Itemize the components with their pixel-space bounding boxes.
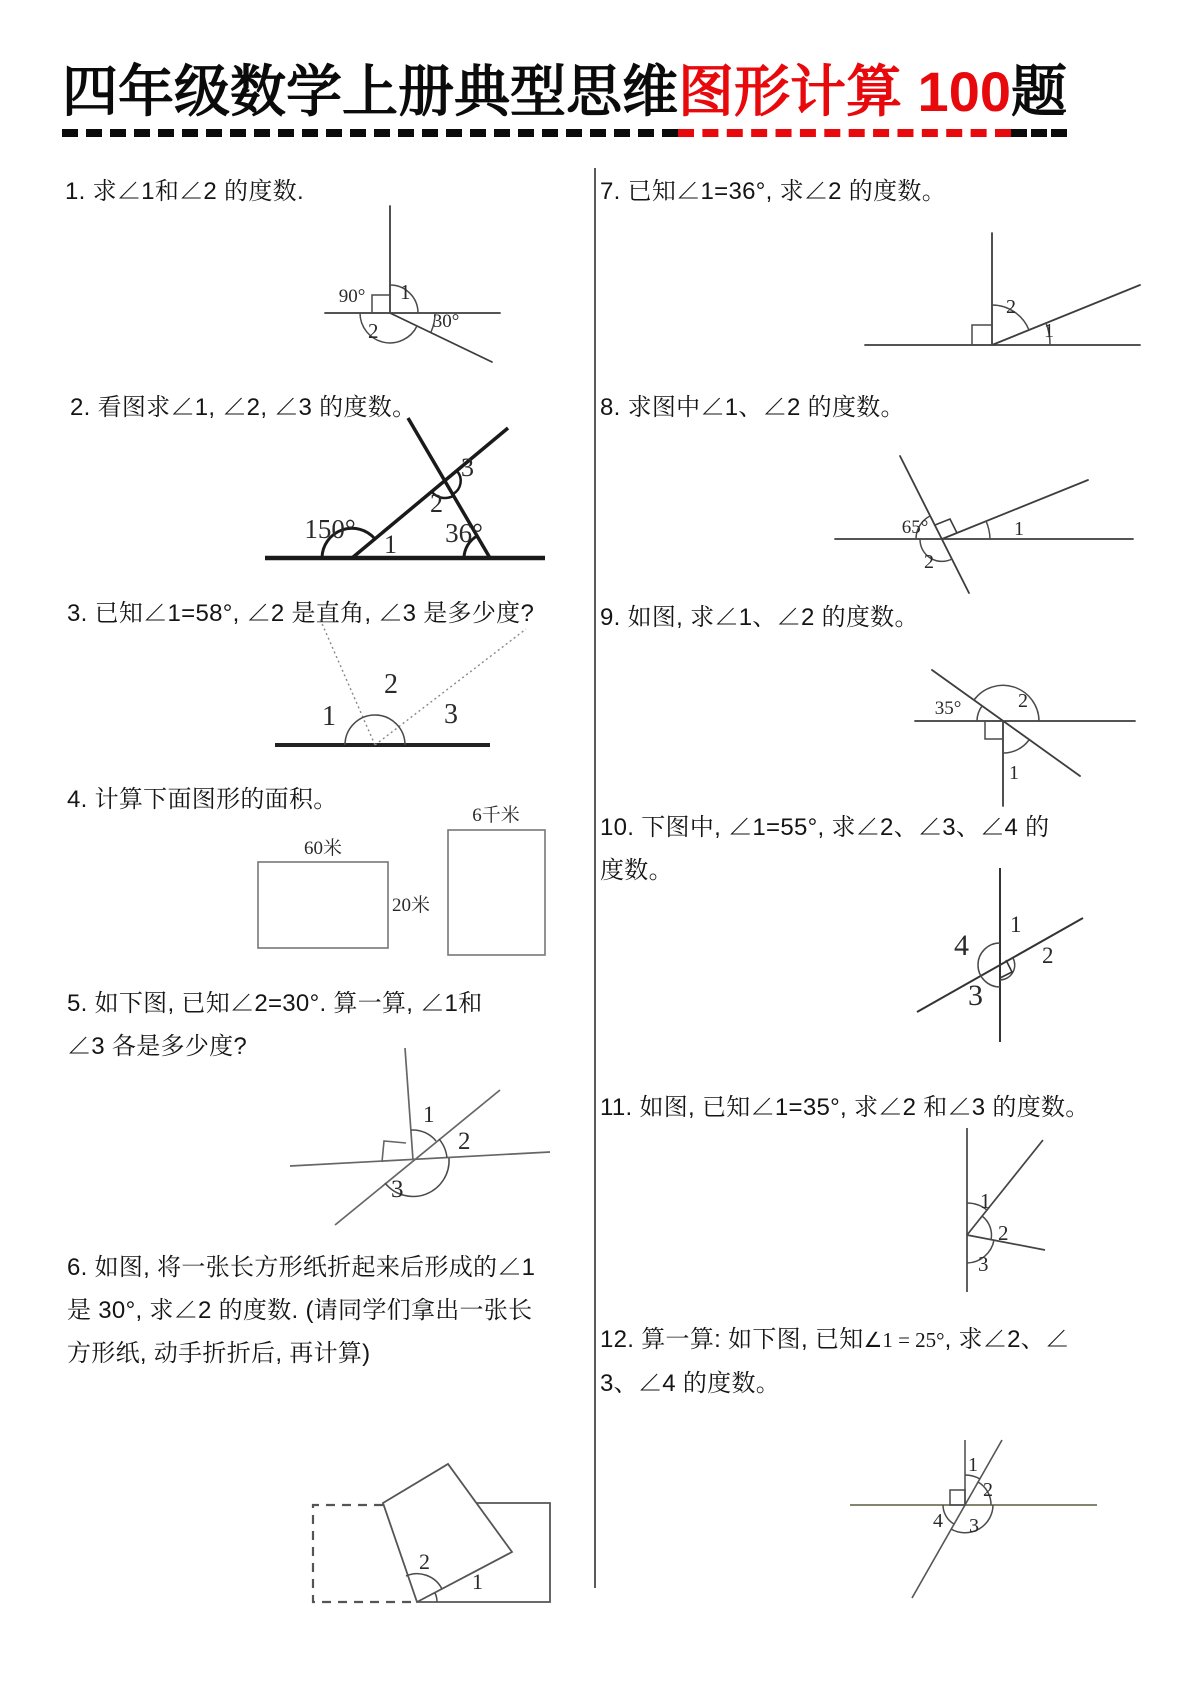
problem-12-formula: ∠1 = 25° [863,1328,945,1352]
angle-label-1: 1 [1010,912,1022,937]
dimension-label-20m: 20米 [392,895,431,916]
diagram-problem-10 [912,862,1137,1052]
angle-label-2: 2 [458,1128,471,1155]
angle-label-1: 1 [322,701,336,732]
angle-arc [1003,740,1029,753]
title-text-red-highlight: 图形计算 100 [678,60,1011,137]
angle-label-2: 2 [384,669,398,700]
diagram-problem-5 [278,1042,563,1237]
angle-label-2: 2 [430,489,443,518]
angle-label-1: 1 [1009,762,1019,784]
angle-label-36: 36° [445,518,483,548]
dimension-label-6km: 6千米 [472,805,520,826]
diagram-problem-12 [828,1428,1123,1628]
page-title [62,60,1067,137]
angle-arc [439,1139,447,1158]
angle-label-1: 1 [980,1189,991,1213]
problem-5-line-1: 5. 如下图, 已知∠2=30°. 算一算, ∠1和 [67,990,483,1017]
angle-label-1: 1 [423,1102,435,1127]
diagram-problem-3 [262,615,557,765]
vertical-line [405,1048,413,1160]
problem-2-line-1: 2. 看图求∠1, ∠2, ∠3 的度数。 [70,394,417,421]
problem-7-line-1: 7. 已知∠1=36°, 求∠2 的度数。 [600,178,946,205]
problem-6-line-2: 是 30°, 求∠2 的度数. (请同学们拿出一张长 [67,1297,533,1324]
diagram-problem-4 [250,800,560,965]
angle-label-3: 3 [391,1176,404,1203]
angle-arc [977,706,982,721]
diagonal-line [335,1090,500,1225]
angle-label-2: 2 [924,551,934,573]
right-angle-mark [972,325,992,345]
angle-label-2: 2 [998,1221,1009,1245]
problem-1-text [65,170,304,213]
angle-label-4: 4 [933,1510,943,1532]
title-text-suffix: 题 [1011,60,1067,137]
problem-11-line-1: 11. 如图, 已知∠1=35°, 求∠2 和∠3 的度数。 [600,1094,1090,1121]
horizontal-line [290,1152,550,1166]
problem-4-line-1: 4. 计算下面图形的面积。 [67,786,338,813]
rectangle-shape [258,862,388,948]
angle-arc [974,685,1039,721]
angle-label-1: 1 [1044,320,1054,342]
diagram-problem-11 [898,1122,1103,1297]
angle-arc [943,1505,954,1524]
problem-9-text [600,596,919,639]
problem-6-text [67,1246,535,1375]
title-text-black: 四年级数学上册典型思维 [62,60,678,137]
angle-label-3: 3 [461,453,474,482]
right-angle-mark [372,295,390,313]
angle-arc [345,715,405,745]
angle-label-3: 3 [968,979,983,1012]
angle-label-3: 3 [444,699,458,730]
angle-arc [986,521,990,539]
angle-label-2: 2 [1042,943,1054,968]
angle-arc [982,1216,992,1240]
problem-12-text [600,1318,1069,1405]
angle-label-2: 2 [419,1549,430,1574]
angle-label-1: 1 [968,1454,978,1476]
angle-label-30: 30° [432,311,460,332]
angle-label-2: 2 [983,1479,993,1501]
folded-flap [383,1464,512,1602]
angle-label-35: 35° [934,698,962,719]
problem-8-text [600,386,905,429]
angle-label-2: 2 [1006,296,1016,318]
diagram-problem-2 [258,410,553,570]
problem-1-line-1: 1. 求∠1和∠2 的度数. [65,178,304,205]
right-angle-mark [950,1490,965,1505]
diagram-problem-8 [828,442,1140,597]
problem-8-line-1: 8. 求图中∠1、∠2 的度数。 [600,394,905,421]
problem-9-line-1: 9. 如图, 求∠1、∠2 的度数。 [600,604,919,631]
column-divider [594,168,596,1588]
problem-6-line-3: 方形纸, 动手折折后, 再计算) [67,1340,371,1367]
angle-label-1: 1 [1014,518,1024,540]
problem-6-line-1: 6. 如图, 将一张长方形纸折起来后形成的∠1 [67,1254,536,1281]
problem-10-line-2: 度数。 [600,857,673,884]
angle-label-3: 3 [978,1252,989,1276]
angle-label-65: 65° [901,517,929,538]
problem-12-line-2: 3、∠4 的度数。 [600,1370,781,1397]
problem-12-post: , 求∠2、∠ [944,1326,1070,1353]
angle-arc [435,1593,437,1602]
right-angle-mark [382,1141,406,1162]
problem-7-text [600,170,946,213]
angle-arc [411,1130,436,1141]
angle-label-1: 1 [400,280,411,304]
diagram-problem-1 [300,200,560,380]
angle-label-1: 1 [384,530,397,559]
angle-label-4: 4 [954,929,969,962]
right-angle-mark [985,721,1003,739]
diagram-problem-7 [858,222,1153,362]
angle-label-150: 150° [304,514,356,544]
diagram-problem-9 [898,638,1153,818]
diagram-problem-6 [288,1452,563,1617]
problem-12-pre: 12. 算一算: 如下图, 已知 [600,1326,864,1353]
angle-label-1: 1 [472,1569,483,1594]
rectangle-shape [448,830,545,955]
angle-label-3: 3 [969,1515,979,1537]
problem-5-line-2: ∠3 各是多少度? [67,1033,248,1060]
angle-label-2: 2 [368,319,379,343]
dimension-label-60m: 60米 [303,838,343,859]
angle-label-90: 90° [338,286,366,307]
angle-label-2: 2 [1018,690,1028,712]
problem-3-line-1: 3. 已知∠1=58°, ∠2 是直角, ∠3 是多少度? [67,600,535,627]
problem-10-line-1: 10. 下图中, ∠1=55°, 求∠2、∠3、∠4 的 [600,814,1050,841]
problem-12-line-1 [600,1318,1069,1362]
